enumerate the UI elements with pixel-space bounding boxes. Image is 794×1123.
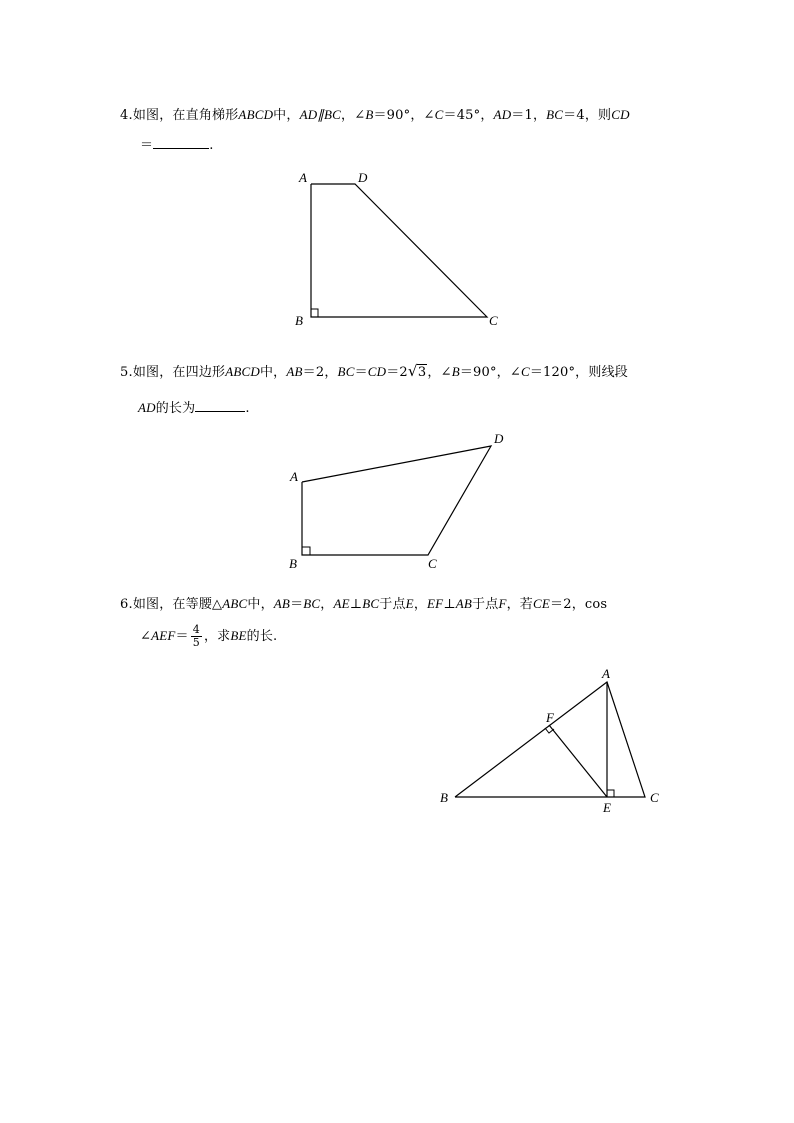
label-b: B (289, 556, 297, 571)
label-f: F (546, 710, 554, 725)
right-angle-mark-e (607, 790, 614, 797)
label-b: B (440, 790, 448, 805)
trapezoid-outline (311, 184, 487, 317)
label-d: D (358, 170, 368, 185)
right-angle-mark (311, 309, 318, 317)
problem-4-line-2: ＝ . (140, 138, 214, 153)
label-d: D (494, 431, 504, 446)
problem-4-line-1: 4.如图，在直角梯形ABCD中，AD∥BC，∠B＝90°，∠C＝45°，AD＝1，BC＝4，则CD (120, 107, 630, 123)
problem-5-line-1: 5.如图，在四边形ABCD中，AB＝2，BC＝CD＝2 √ 3，∠B＝90°，∠C＝120°，则线段 (120, 362, 628, 380)
fraction: $\frac{4}{5}$ (192, 623, 200, 649)
label-a: A (299, 170, 307, 185)
right-angle-mark (302, 547, 310, 555)
problem-6-line-1: 6.如图，在等腰△ABC中，AB＝BC，AE⊥BC于点E，EF⊥AB于点F，若CE＝2，cos (120, 596, 608, 612)
label-c: C (428, 556, 437, 571)
figure-5-quadrilateral (302, 446, 491, 555)
label-a: A (602, 666, 610, 681)
problem-number: 6 (120, 597, 129, 612)
problem-number: 5 (120, 365, 129, 380)
perpendicular-ef (549, 725, 607, 797)
label-e: E (603, 800, 611, 815)
label-c: C (489, 313, 498, 328)
quadrilateral-outline (302, 446, 491, 555)
figure-4-trapezoid (311, 184, 487, 317)
triangle-outline (455, 682, 645, 797)
problem-6-line-2: ∠AEF＝ $\frac{4}{5}$ ，求BE的长. (140, 623, 278, 649)
sqrt-expression: √ 3 (407, 362, 427, 380)
label-c: C (650, 790, 659, 805)
problem-5-line-2: AD的长为 . (138, 400, 250, 416)
label-a: A (290, 469, 298, 484)
problem-number: 4 (120, 108, 129, 123)
figure-6-triangle (455, 682, 645, 797)
label-b: B (295, 313, 303, 328)
